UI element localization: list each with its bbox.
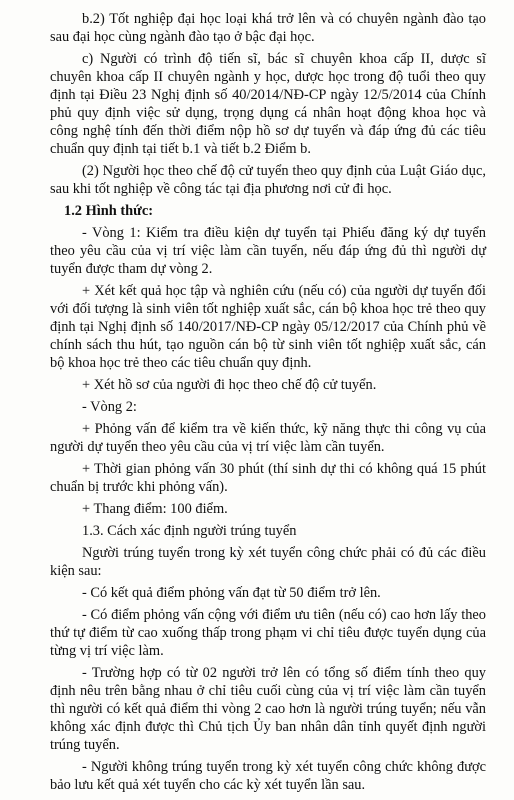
paragraph-xet-ho-so: + Xét hồ sơ của người đi học theo chế độ cử tuyển.: [82, 377, 377, 393]
section-heading-1-3: 1.3. Cách xác định người trúng tuyển: [82, 523, 297, 539]
paragraph-c: c) Người có trình độ tiến sĩ, bác sĩ chuyên khoa cấp II, dược sĩ chuyên khoa cấp II chuyên ngành y học, dược học trong độ tuổi theo quy định tại Điều 23 Nghị định số 40/2014/NĐ-CP ngày 12/5/2014 của Chính phủ quy định việc sử dụng, trọng dụng cá nhân hoạt động khoa học và công nghệ tính đến thời điểm nộp hồ sơ dự tuyển và đáp ứng đủ các tiêu chuẩn quy định tại tiết b.1 và tiết b.2 Điểm b.: [50, 51, 486, 157]
paragraph-diem-50: - Có kết quả điểm phỏng vấn đạt từ 50 điểm trở lên.: [82, 585, 381, 601]
paragraph-khong-trung-tuyen: - Người không trúng tuyển trong kỳ xét tuyển công chức không được bảo lưu kết quả xét tuyển cho các kỳ xét tuyển lần sau.: [50, 759, 486, 793]
paragraph-2-cu-tuyen: (2) Người học theo chế độ cử tuyển theo quy định của Luật Giáo dục, sau khi tốt nghiệp về công tác tại địa phương nơi cử đi học.: [50, 163, 486, 197]
paragraph-xet-ket-qua: + Xét kết quả học tập và nghiên cứu (nếu có) của người dự tuyển đối với đối tượng là sinh viên tốt nghiệp xuất sắc, cán bộ khoa học trẻ theo quy định tại Nghị định số 140/2017/NĐ-CP ngày 05/12/2017 của Chính phủ về chính sách thu hút, tạo nguồn cán bộ từ sinh viên tốt nghiệp xuất sắc, cán bộ khoa học trẻ theo các tiêu chuẩn quy định.: [50, 283, 486, 371]
paragraph-vong-2: - Vòng 2:: [82, 399, 137, 415]
paragraph-truong-hop: - Trường hợp có từ 02 người trở lên có tổng số điểm tính theo quy định nêu trên bằng nhau ở chỉ tiêu cuối cùng của vị trí việc làm cần tuyển thì người có kết quả điểm thi vòng 2 cao hơn là người trúng tuyển; nếu vẫn không xác định được thì Chủ tịch Ủy ban nhân dân tỉnh quyết định người trúng tuyển.: [50, 665, 486, 753]
paragraph-thoi-gian: + Thời gian phỏng vấn 30 phút (thí sinh dự thi có không quá 15 phút chuẩn bị trước khi phỏng vấn).: [50, 461, 486, 495]
paragraph-vong-1: - Vòng 1: Kiểm tra điều kiện dự tuyển tại Phiếu đăng ký dự tuyển theo yêu cầu của vị trí việc làm cần tuyển, nếu đáp ứng đủ thì người dự tuyển được tham dự vòng 2.: [50, 225, 486, 277]
section-heading-1-2: 1.2 Hình thức:: [64, 203, 153, 219]
paragraph-b2: b.2) Tốt nghiệp đại học loại khá trở lên và có chuyên ngành đào tạo sau đại học cùng ngành đào tạo ở bậc đại học.: [50, 11, 486, 45]
paragraph-thang-diem: + Thang điểm: 100 điểm.: [82, 501, 228, 517]
paragraph-phong-van: + Phỏng vấn để kiểm tra về kiến thức, kỹ năng thực thi công vụ của người dự tuyển theo yêu cầu của vị trí việc làm cần tuyển.: [50, 421, 486, 455]
paragraph-dieu-kien: Người trúng tuyển trong kỳ xét tuyển công chức phải có đủ các điều kiện sau:: [50, 545, 486, 579]
paragraph-diem-uu-tien: - Có điểm phỏng vấn cộng với điểm ưu tiên (nếu có) cao hơn lấy theo thứ tự điểm từ cao xuống thấp trong phạm vi chỉ tiêu được tuyển dụng của từng vị trí việc làm.: [50, 607, 486, 659]
